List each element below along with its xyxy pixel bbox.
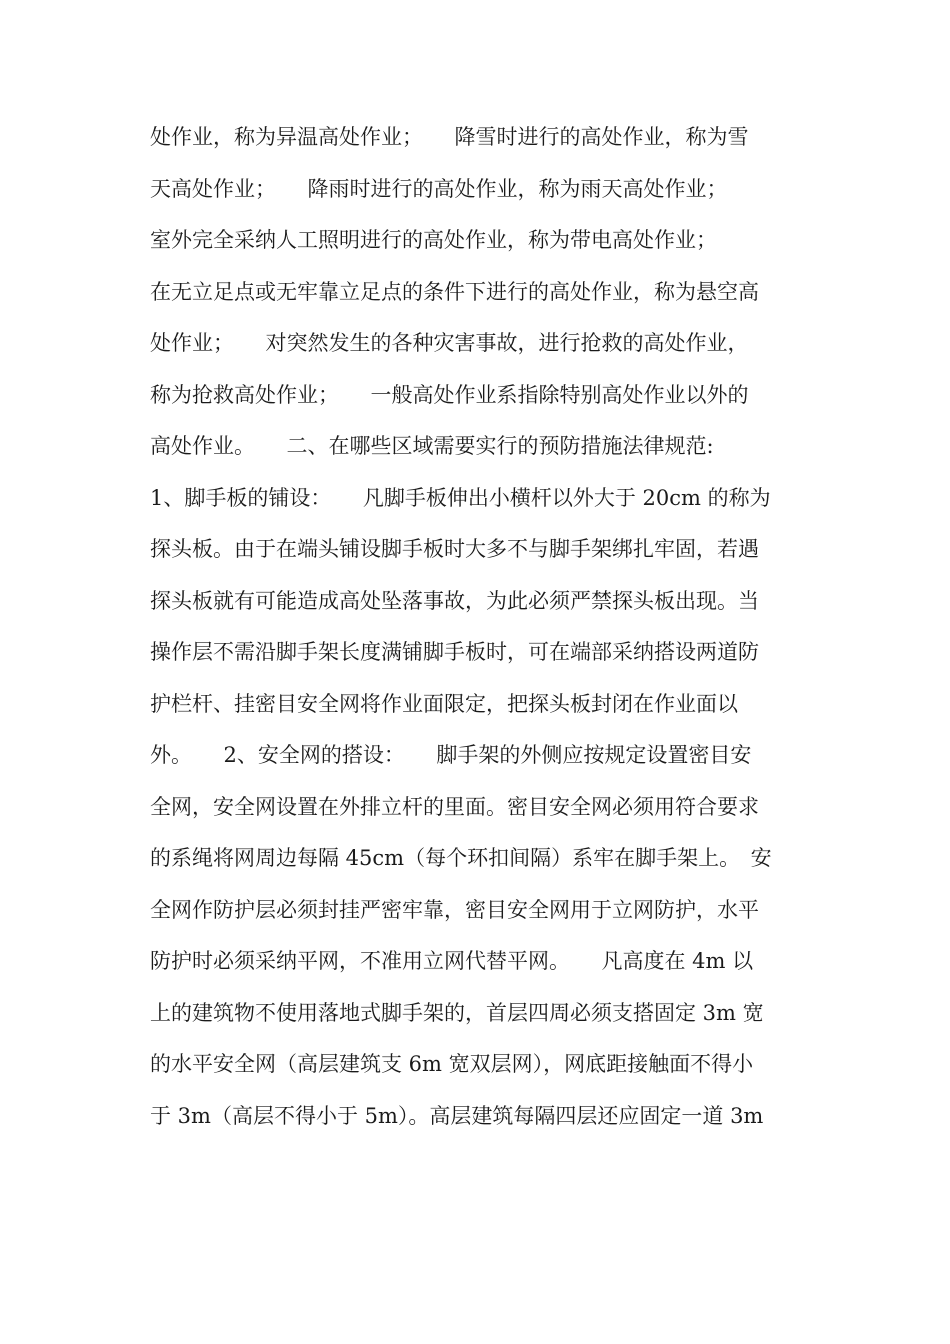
text-line: 全网作防护层必须封挂严密牢靠，密目安全网用于立网防护，水平 xyxy=(150,897,759,922)
text-line: 探头板。由于在端头铺设脚手板时大多不与脚手架绑扎牢固，若遇 xyxy=(150,537,759,561)
text-line: 护栏杆、挂密目安全网将作业面限定，把探头板封闭在作业面以 xyxy=(150,691,738,716)
text-line: 全网，安全网设置在外排立杆的里面。密目安全网必须用符合要求 xyxy=(150,794,759,819)
text-line: 上的建筑物不使用落地式脚手架的，首层四周必须支搭固定 3m 宽 xyxy=(150,1000,764,1025)
text-line: 防护时必须采纳平网，不准用立网代替平网。 凡高度在 4m 以 xyxy=(150,949,754,973)
text-line: 在无立足点或无牢靠立足点的条件下进行的高处作业，称为悬空高 xyxy=(150,279,759,304)
text-line: 的系绳将网周边每隔 45cm（每个环扣间隔）系牢在脚手架上。 安 xyxy=(150,846,772,870)
body-text xyxy=(150,112,810,1142)
text-line: 处作业，称为异温高处作业； 降雪时进行的高处作业，称为雪 xyxy=(150,125,749,149)
text-line: 高处作业。 二、在哪些区域需要实行的预防措施法律规范: xyxy=(150,434,714,458)
text-line: 操作层不需沿脚手架长度满铺脚手板时，可在端部采纳搭设两道防 xyxy=(150,640,759,664)
text-line: 称为抢救高处作业； 一般高处作业系指除特别高处作业以外的 xyxy=(150,382,749,407)
text-line: 处作业； 对突然发生的各种灾害事故，进行抢救的高处作业， xyxy=(150,331,749,355)
text-line: 室外完全采纳人工照明进行的高处作业，称为带电高处作业； xyxy=(150,228,717,252)
text-line: 外。 2、安全网的搭设： 脚手架的外侧应按规定设置密目安 xyxy=(150,743,752,767)
text-line: 天高处作业； 降雨时进行的高处作业，称为雨天高处作业； xyxy=(150,176,728,201)
text-line: 探头板就有可能造成高处坠落事故，为此必须严禁探头板出现。当 xyxy=(150,588,759,613)
text-line: 的水平安全网（高层建筑支 6m 宽双层网），网底距接触面不得小 xyxy=(150,1052,754,1076)
text-line: 1、脚手板的铺设： 凡脚手板伸出小横杆以外大于 20cm 的称为 xyxy=(150,485,771,510)
text-line: 于 3m（高层不得小于 5m）。高层建筑每隔四层还应固定一道 3m xyxy=(150,1103,764,1128)
